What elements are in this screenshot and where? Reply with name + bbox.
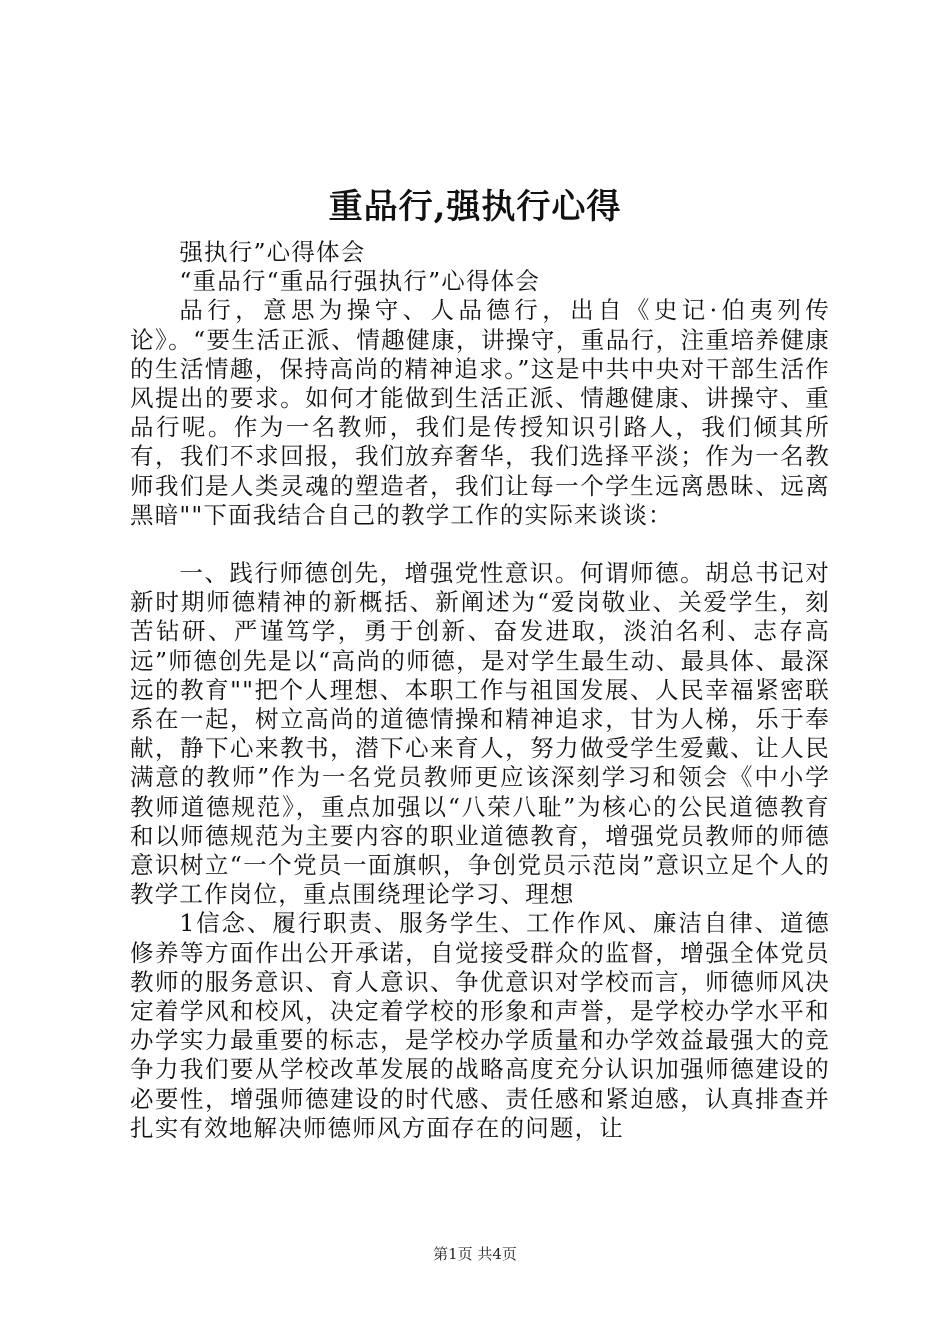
paragraph-subtitle-2: “重品行“重品行强执行”心得体会	[179, 267, 541, 296]
paragraph-section-1-continued: 1信念、履行职责、服务学生、工作作风、廉洁自律、道德修养等方面作出公开承诺，自觉接受群众的监督，增强全体党员教师的服务意识、育人意识、争优意识对学校而言，师德师风决定着学风和校风，决定着学校的形象和声誉，是学校办学水平和办学实力最重要的标志，是学校办学质量和办学效益最强大的竞争力我们要从学校改革发展的战略高度充分认识加强师德建设的必要性，增强师德建设的时代感、责任感和紧迫感，认真排查并扎实有效地解决师德师风方面存在的问题，让	[130, 909, 830, 1142]
paragraph-intro: 品行，意思为操守、人品德行，出自《史记·伯夷列传论》。“要生活正派、情趣健康，讲操守，重品行，注重培养健康的生活情趣，保持高尚的精神追求。”这是中共中央对干部生活作风提出的要求。如何才能做到生活正派、情趣健康、讲操守、重品行呢。作为一名教师，我们是传授知识引路人，我们倾其所有，我们不求回报，我们放弃奢华，我们选择平淡；作为一名教师我们是人类灵魂的塑造者，我们让每一个学生远离愚昧、远离黑暗""下面我结合自己的教学工作的实际来谈谈：	[130, 296, 830, 529]
document-body	[130, 238, 830, 1143]
page-footer: 第1页 共4页	[433, 1245, 517, 1263]
paragraph-section-1: 一、践行师德创先，增强党性意识。何谓师德。胡总书记对新时期师德精神的新概括、新阐述为“爱岗敬业、关爱学生，刻苦钻研、严谨笃学，勇于创新、奋发进取，淡泊名利、志存高远”师德创先是以“高尚的师德，是对学生最生动、最具体、最深远的教育""把个人理想、本职工作与祖国发展、人民幸福紧密联系在一起，树立高尚的道德情操和精神追求，甘为人梯，乐于奉献，静下心来教书，潜下心来育人，努力做受学生爱戴、让人民满意的教师”作为一名党员教师更应该深刻学习和领会《中小学教师道德规范》，重点加强以“八荣八耻”为核心的公民道德教育和以师德规范为主要内容的职业道德教育，增强党员教师的师德意识树立“一个党员一面旗帜，争创党员示范岗”意识立足个人的教学工作岗位，重点围绕理论学习、理想	[130, 559, 830, 909]
document-title: 重品行,强执行心得	[328, 187, 622, 227]
paragraph-subtitle-1: 强执行”心得体会	[179, 238, 366, 266]
